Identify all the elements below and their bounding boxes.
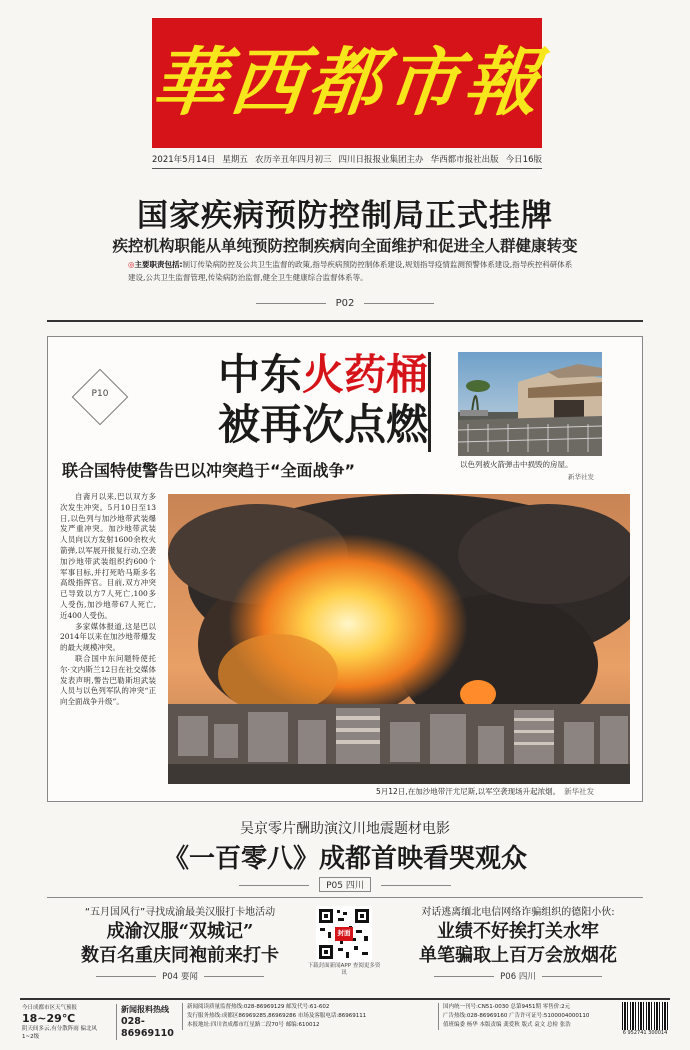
lower-kicker: 吴京零片酬助演汶川地震题材电影 bbox=[240, 821, 450, 837]
damaged-house-photo bbox=[458, 352, 602, 456]
lunar-date: 农历辛丑年四月初三 bbox=[254, 155, 332, 165]
article-paragraph: 联合国中东问题特使托尔·文内斯兰12日在社交媒体发表声明,警告巴勒斯坦武装人员与以色列军队的冲突“正向全面战争升级”。 bbox=[60, 653, 156, 707]
small-photo-credit: 新华社发 bbox=[568, 473, 594, 481]
date: 2021年5月14日 bbox=[152, 155, 216, 165]
right-story[interactable] bbox=[398, 906, 638, 982]
page-count: 今日16版 bbox=[505, 155, 542, 165]
section-rule bbox=[47, 320, 643, 322]
lead-points-label: 主要职责包括: bbox=[134, 260, 183, 269]
lead-points-text: 制订传染病防控及公共卫生监督的政策,指导疾病预防控制体系建设,规划指导疫情监测预警体系建设,指导疾控科研体系建设,公共卫生监督管理,传染病防治监督,健全卫生健康综合监督体系等。 bbox=[128, 260, 573, 282]
article-body bbox=[60, 492, 156, 708]
publisher: 华西都市报社出版 bbox=[430, 155, 499, 165]
barcode bbox=[622, 1002, 670, 1030]
lower-headline[interactable]: 《一百零八》成都首映看哭观众 bbox=[162, 844, 527, 874]
weather-block bbox=[22, 1004, 108, 1041]
middle-page-ref[interactable]: P10 bbox=[91, 389, 109, 399]
publication-info-2: 国内统一刊号:CN51-0030 总第9451期 零售价:2元 广告热线:028-86969160 广告许可证号:5100004000110 值班编委 杨华 本版责编 龚爱秋 版式 袁文 总检 张浩 bbox=[438, 1003, 618, 1030]
temperature: 18~29℃ bbox=[22, 1012, 76, 1025]
weekday: 星期五 bbox=[222, 155, 248, 165]
right-story-line2: 单笔骗取上百万会放烟花 bbox=[419, 945, 617, 966]
headline-rule bbox=[428, 352, 431, 452]
middle-subhead: 联合国特使警告巴以冲突趋于“全面战争” bbox=[62, 461, 356, 480]
left-story-line2: 数百名重庆同袍前来打卡 bbox=[81, 945, 279, 966]
small-photo-caption: 以色列被火箭弹击中损毁的房屋。 bbox=[460, 460, 573, 469]
left-story-line1: 成渝汉服“双城记” bbox=[106, 921, 254, 942]
dateline-rule bbox=[152, 168, 542, 169]
right-story-kicker: 对话逃离缅北电信网络诈骗组织的德阳小伙: bbox=[421, 907, 615, 918]
lead-subhead: 疾控机构职能从单纯预防控制疾病向全面维护和促进全人群健康转变 bbox=[112, 237, 578, 255]
hotline-label: 新闻报料热线 bbox=[121, 1005, 169, 1014]
article-paragraph: 自斋月以来,巴以双方多次发生冲突。5月10日至13日,以色列与加沙地带武装爆发严重冲突。加沙地带武装人员向以方发射1600余枚火箭弹,以军展开报复行动,空袭加沙地带武装组织约600个军事目标,并打死哈马斯多名高级指挥官。目前,双方冲突已导致以方7人死亡,100多人受伤,加沙地带67人死亡,近400人受伤。 bbox=[60, 492, 156, 620]
hotline-number[interactable]: 028-86969110 bbox=[121, 1016, 174, 1039]
bullet-icon: ◎ bbox=[128, 260, 135, 269]
hotline-block bbox=[116, 1004, 178, 1040]
middle-headline[interactable]: 中东火药桶 被再次点燃 bbox=[218, 350, 429, 449]
article-paragraph: 多家媒体报道,这是巴以2014年以来在加沙地带爆发的最大规模冲突。 bbox=[60, 621, 156, 653]
qr-code[interactable] bbox=[316, 906, 372, 962]
headline-highlight: 火药桶 bbox=[302, 350, 429, 399]
lead-headline[interactable]: 国家疾病预防控制局正式挂牌 bbox=[137, 198, 553, 234]
left-story-kicker: “五月国风行”寻找成渝最美汉服打卡地活动 bbox=[84, 907, 276, 918]
masthead bbox=[147, 18, 547, 148]
left-story[interactable] bbox=[60, 906, 300, 982]
qr-caption: 下载封面新闻APP 查阅更多资讯 bbox=[307, 963, 381, 976]
gaza-airstrike-photo bbox=[168, 494, 630, 784]
lead-page-ref[interactable]: P02 bbox=[0, 298, 690, 309]
qr-logo-text: 封面 bbox=[337, 929, 351, 937]
weather-note: 阴天间多云,有分散阵雨 偏北风1~2级 bbox=[22, 1026, 97, 1040]
big-photo-credit: 新华社发 bbox=[564, 787, 595, 796]
lower-page-ref[interactable]: P05 四川 bbox=[0, 877, 690, 892]
right-story-line1: 业绩不好挨打关水牢 bbox=[437, 921, 599, 942]
publication-info: 新闻阅读质量监督热线:028-86969129 邮发代号:61-602 发行服务热线:成都区86969285,86969286 市场及客服电话:86969111 本报地址:四川省成都市红星路二段70号 邮编:610012 bbox=[182, 1003, 432, 1030]
weather-label: 今日成都市区天气预报 bbox=[22, 1005, 78, 1011]
masthead-title: 華西都市報 bbox=[147, 40, 547, 126]
sponsor: 四川日报报业集团主办 bbox=[338, 155, 424, 165]
barcode-number: 6 952741 300014 bbox=[622, 1030, 668, 1036]
lower-rule bbox=[47, 897, 643, 898]
footer bbox=[20, 998, 670, 1038]
dateline bbox=[152, 151, 542, 167]
left-story-page-ref[interactable]: P04 要闻 bbox=[60, 970, 300, 982]
big-photo-caption: 5月12日,在加沙地带汗尤尼斯,以军空袭现场升起浓烟。 新华社发 bbox=[376, 787, 595, 796]
right-story-page-ref[interactable]: P06 四川 bbox=[398, 970, 638, 982]
lead-key-points bbox=[128, 258, 578, 284]
